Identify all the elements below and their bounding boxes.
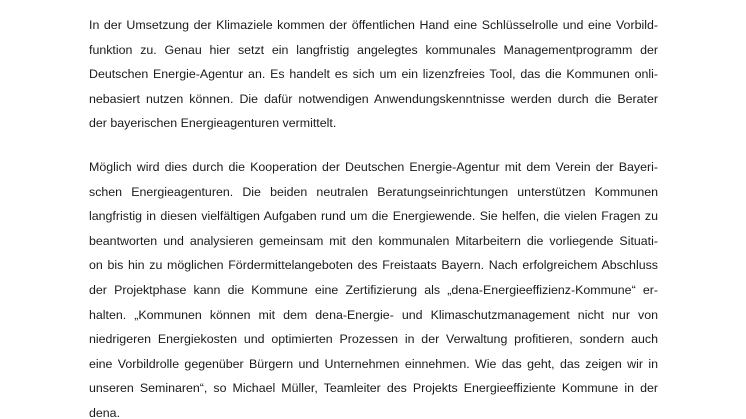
text-line: Möglich wird dies durch die Kooperation der Deutschen Energie-Agentur mit dem Verein der Bayeri- [89, 160, 658, 174]
text-line: eine Vorbildrolle gegenüber Bürgern und Unternehmen einnehmen. Wie das geht, das zeigen wir in [89, 356, 658, 371]
text-line: In der Umsetzung der Klimaziele kommen der öffentlichen Hand eine Schlüsselrolle und eine Vorbild- [89, 18, 658, 32]
text-line: schen Energieagenturen. Die beiden neutralen Beratungseinrichtungen unterstützen Kommunen [89, 184, 658, 199]
text-line: dena. [89, 405, 121, 419]
text-line: nebasiert nutzen können. Die dafür notwendigen Anwendungskenntnisse werden durch die Berater [89, 91, 658, 106]
text-line: der bayerischen Energieagenturen vermittelt. [89, 116, 337, 131]
text-line: beantworten und analysieren gemeinsam mit den kommunalen Mitarbeitern die vorliegende Situati- [89, 233, 658, 248]
text-line: halten. „Kommunen können mit dem dena-Energie- und Klimaschutzmanagement nicht nur von [89, 307, 658, 322]
paragraph-kooperation [89, 155, 658, 419]
text-line: unseren Seminaren“, so Michael Müller, Teamleiter des Projekts Energieeffiziente Kommune in der [89, 381, 658, 396]
text-line: funktion zu. Genau hier setzt ein langfristig angelegtes kommunales Managementprogramm der [89, 42, 658, 57]
paragraph-kommunen-vorbild [89, 13, 658, 136]
text-line: niedrigeren Energiekosten und optimierten Prozessen in der Verwaltung profitieren, sondern auch [89, 332, 658, 347]
text-line: Deutschen Energie-Agentur an. Es handelt es sich um ein lizenzfreies Tool, das die Kommunen onli- [89, 67, 658, 82]
text-line: on bis hin zu möglichen Fördermittelangeboten des Freistaats Bayern. Nach erfolgreichem Abschluss [89, 258, 658, 273]
text-line: der Projektphase kann die Kommune eine Zertifizierung als „dena-Energieeffizienz-Kommune“ er- [89, 282, 658, 297]
text-line: langfristig in diesen vielfältigen Aufgaben rund um die Energiewende. Sie helfen, die vielen Fragen zu [89, 209, 658, 224]
